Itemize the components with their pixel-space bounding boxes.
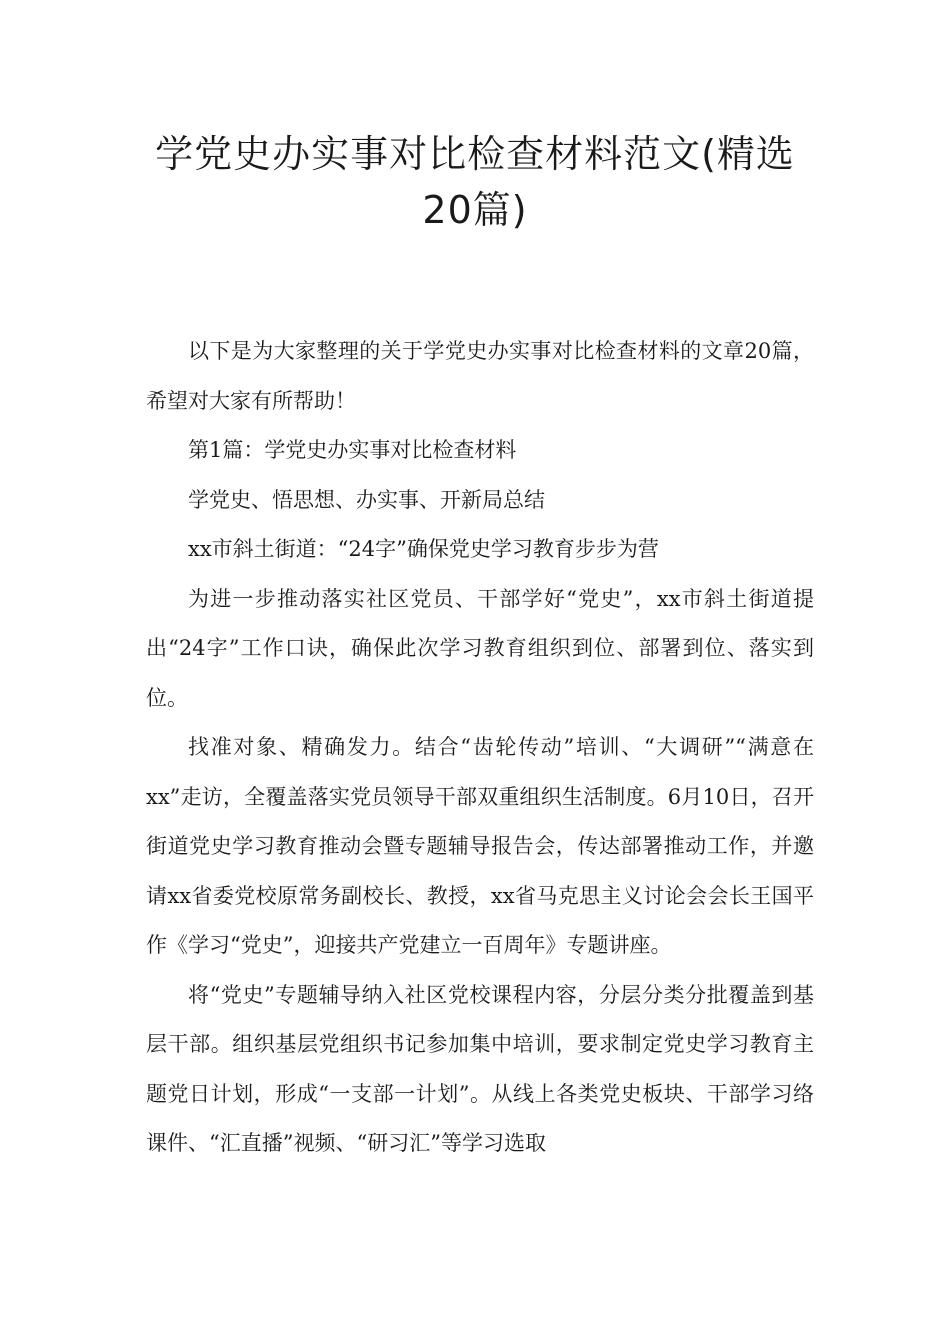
document-body: [146, 327, 814, 1169]
intro-paragraph: 以下是为大家整理的关于学党史办实事对比检查材料的文章20篇，希望对大家有所帮助！: [146, 339, 814, 413]
subtitle-paragraph: 学党史、悟思想、办实事、开新局总结: [188, 487, 545, 512]
body-paragraph: 将“党史”专题辅导纳入社区党校课程内容，分层分类分批覆盖到基层干部。组织基层党组织书记参加集中培训，要求制定党史学习教育主题党日计划，形成“一支部一计划”。从线上各类党史板块、干部学习络课件、“汇直播”视频、“研习汇”等学习选取: [146, 982, 814, 1155]
title-line-1: 学党史办实事对比检查材料范文(精选: [155, 132, 795, 176]
subtitle-paragraph: xx市斜土街道：“24字”确保党史学习教育步步为营: [188, 537, 659, 561]
document-title: [100, 126, 850, 238]
body-paragraph: 为进一步推动落实社区党员、干部学好“党史”，xx市斜土街道提出“24字”工作口诀，确保此次学习教育组织到位、部署到位、落实到位。: [146, 586, 814, 710]
section-heading: 第1篇：学党史办实事对比检查材料: [188, 438, 517, 462]
title-line-2: 20篇): [422, 188, 528, 232]
body-paragraph: 找准对象、精确发力。结合“齿轮传动”培训、“大调研”“满意在xx”走访，全覆盖落实党员领导干部双重组织生活制度。6月10日，召开街道党史学习教育推动会暨专题辅导报告会，传达部署推动工作，并邀请xx省委党校原常务副校长、教授，xx省马克思主义讨论会会长王国平作《学习“党史”，迎接共产党建立一百周年》专题讲座。: [146, 735, 814, 957]
